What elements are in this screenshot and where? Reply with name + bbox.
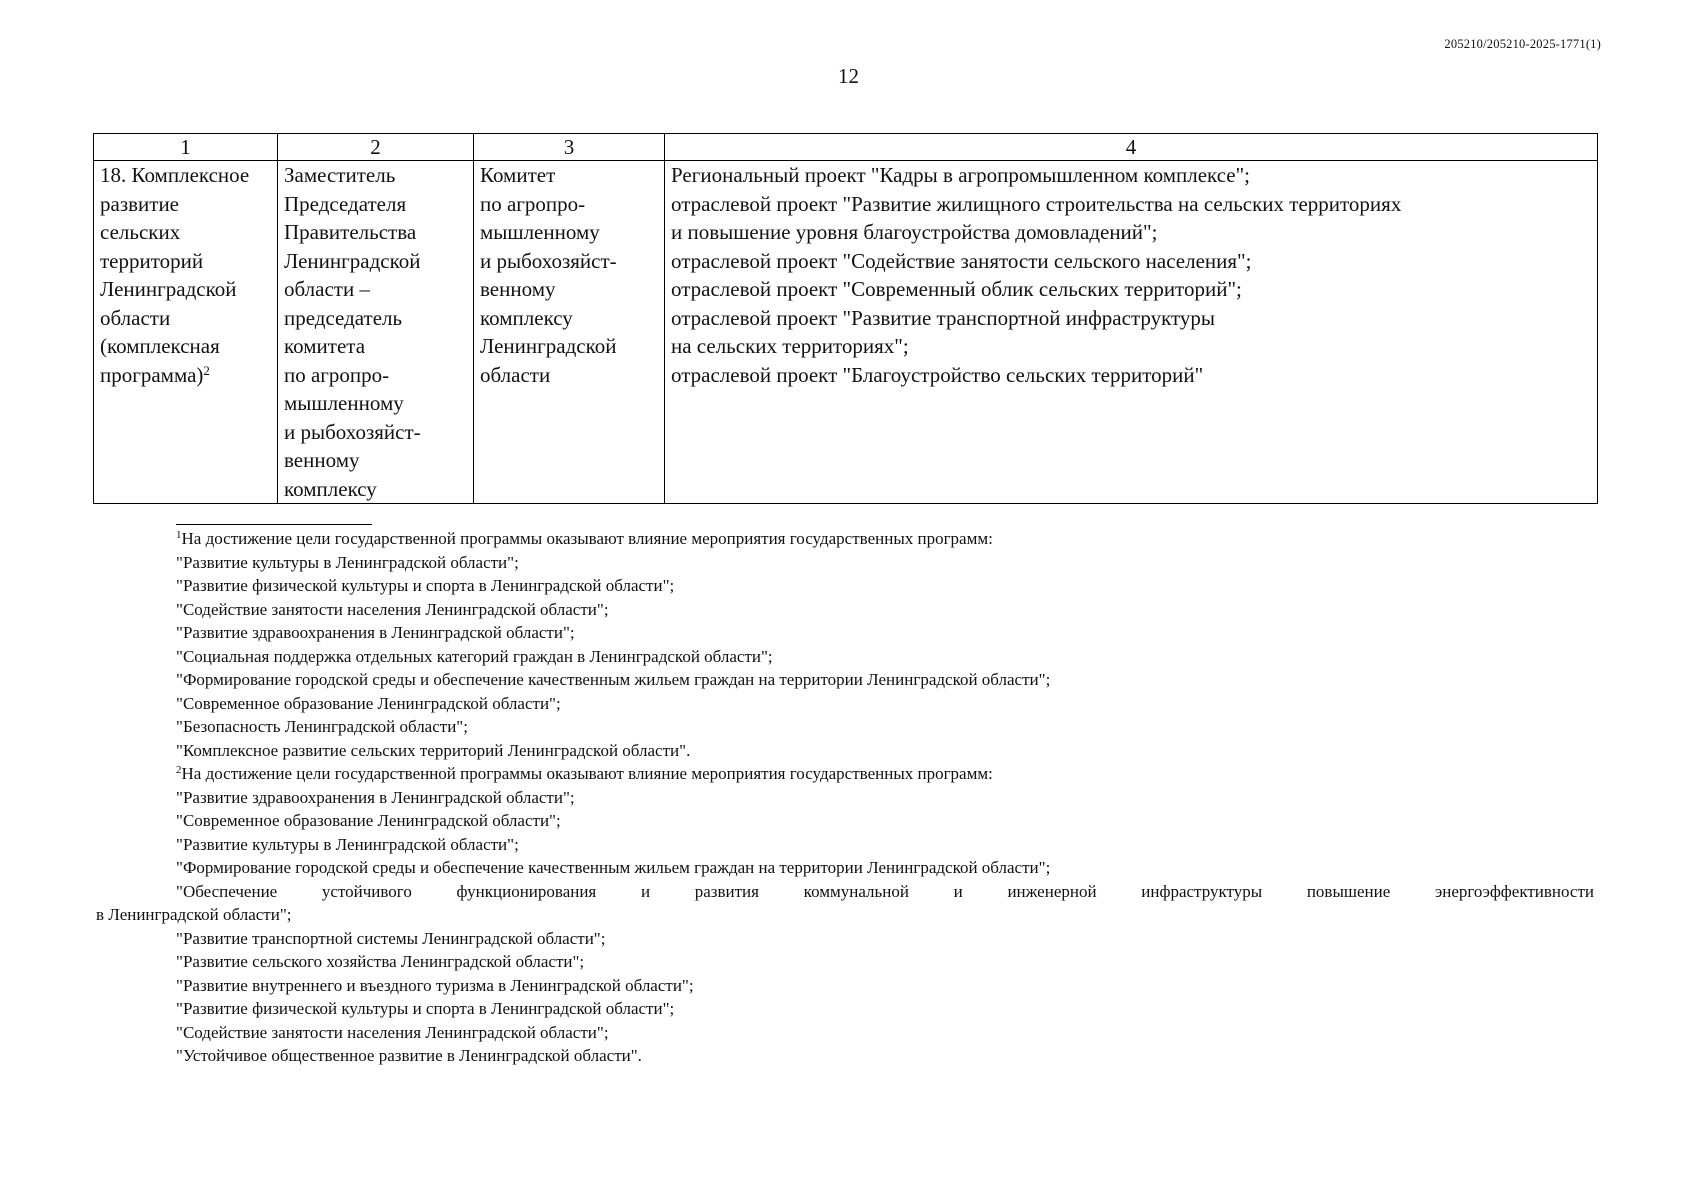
project-line: отраслевой проект "Содействие занятости сельского населения"; [671, 248, 1252, 273]
responsible-body-line: и рыбохозяйст- [480, 248, 617, 273]
project-line: отраслевой проект "Развитие жилищного строительства на сельских территориях [671, 191, 1402, 216]
responsible-person-line: по агропро- [284, 362, 390, 387]
responsible-person-line: комплексу [284, 476, 377, 501]
column-header-1: 1 [94, 134, 278, 161]
responsible-person-line: председатель [284, 305, 403, 330]
responsible-person-line: Председателя [284, 191, 407, 216]
responsible-body-line: комплексу [480, 305, 573, 330]
document-id: 205210/205210-2025-1771(1) [1444, 37, 1601, 51]
responsible-person-line: комитета [284, 334, 366, 358]
responsible-person-line: венному [284, 448, 360, 472]
page-number: 12 [838, 64, 859, 88]
responsible-person-line: области – [284, 277, 370, 301]
responsible-person-line: Ленинградской [284, 248, 421, 273]
column-header-2: 2 [278, 134, 474, 161]
program-name-line: территорий [100, 248, 204, 273]
footnote-2-item: "Современное образование Ленинградской области"; [176, 811, 561, 830]
footnote-1-item: "Развитие культуры в Ленинградской области"; [176, 552, 519, 572]
responsible-body-cell [474, 161, 665, 504]
footnote-ref: 2 [203, 362, 210, 378]
footnote-1-item: "Современное образование Ленинградской области"; [176, 693, 561, 713]
footnote-2-item: "Развитие транспортной системы Ленинградской области"; [176, 928, 606, 948]
responsible-body-line: венному [480, 277, 556, 301]
project-line: отраслевой проект "Современный облик сельских территорий"; [671, 277, 1242, 301]
program-name-line: области [100, 305, 171, 330]
footnote-1-item: "Развитие физической культуры и спорта в Ленинградской области"; [176, 576, 675, 595]
column-header-4: 4 [665, 134, 1598, 161]
footnote-2-long-item: "Обеспечение устойчивого функционирования и развития коммунальной и инженерной инфраструктуры повышение энергоэффективности [176, 881, 1594, 901]
footnote-2-item: "Развитие внутреннего и въездного туризма в Ленинградской области"; [176, 975, 694, 995]
footnote-2-item: "Содействие занятости населения Ленинградской области"; [176, 1022, 609, 1042]
header-row [94, 134, 1598, 161]
responsible-person-cell [278, 161, 474, 504]
responsible-person-line: и рыбохозяйст- [284, 419, 421, 444]
program-name-line: программа) [100, 362, 204, 387]
responsible-body-line: мышленному [480, 220, 600, 244]
project-line: и повышение уровня благоустройства домовладений"; [671, 220, 1158, 244]
program-name-line: 18. Комплексное [100, 163, 250, 187]
footnotes [96, 527, 1594, 1068]
responsible-body-line: области [480, 362, 551, 387]
program-name-cell [94, 161, 278, 504]
column-header-3: 3 [474, 134, 665, 161]
project-line: отраслевой проект "Благоустройство сельских территорий" [671, 362, 1204, 387]
footnote-1-mark: 1 [176, 529, 182, 541]
responsible-person-line: Правительства [284, 220, 417, 244]
program-name-line: Ленинградской [100, 277, 237, 301]
program-name-line: развитие [100, 191, 180, 216]
footnote-2-intro: $^2$На достижение цели государственной программы оказывают влияние мероприятия государственных программ: [176, 764, 993, 783]
project-line: Региональный проект "Кадры в агропромышленном комплексе"; [671, 163, 1251, 187]
footnote-1-item: "Комплексное развитие сельских территорий Ленинградской области". [176, 740, 691, 760]
footnote-1-item: "Содействие занятости населения Ленинградской области"; [176, 599, 609, 619]
program-name-line: (комплексная [100, 334, 220, 358]
footnote-2-item: "Формирование городской среды и обеспечение качественным жильем граждан на территории Ленинградской области"; [176, 858, 1051, 877]
footnote-separator [176, 524, 372, 525]
project-line: на сельских территориях"; [671, 334, 909, 358]
responsible-body-line: по агропро- [480, 191, 586, 216]
projects-cell [665, 161, 1598, 504]
footnote-2-item: "Развитие здравоохранения в Ленинградской области"; [176, 787, 575, 807]
footnote-2-long-item-cont: в Ленинградской области"; [96, 905, 292, 924]
table-row [94, 161, 1598, 504]
responsible-person-line: мышленному [284, 391, 404, 415]
project-line: отраслевой проект "Развитие транспортной инфраструктуры [671, 305, 1216, 330]
footnote-1-item: "Формирование городской среды и обеспечение качественным жильем граждан на территории Ленинградской области"; [176, 670, 1051, 689]
responsible-body-line: Комитет [480, 163, 556, 187]
footnote-1-intro: $^1$На достижение цели государственной программы оказывают влияние мероприятия государственных программ: [176, 529, 993, 548]
footnote-2-item: "Устойчивое общественное развитие в Ленинградской области". [176, 1046, 642, 1065]
footnote-1-item: "Социальная поддержка отдельных категорий граждан в Ленинградской области"; [176, 646, 773, 666]
footnote-1-item: "Безопасность Ленинградской области"; [176, 717, 468, 736]
footnote-2-item: "Развитие сельского хозяйства Ленинградской области"; [176, 952, 585, 971]
footnote-2-item: "Развитие физической культуры и спорта в Ленинградской области"; [176, 999, 675, 1018]
program-table [93, 133, 1598, 504]
footnote-2-mark: 2 [176, 764, 182, 776]
responsible-body-line: Ленинградской [480, 334, 617, 358]
responsible-person-line: Заместитель [284, 163, 396, 187]
footnote-1-item: "Развитие здравоохранения в Ленинградской области"; [176, 623, 575, 642]
program-name-line: сельских [100, 220, 181, 244]
footnote-2-item: "Развитие культуры в Ленинградской области"; [176, 834, 519, 854]
